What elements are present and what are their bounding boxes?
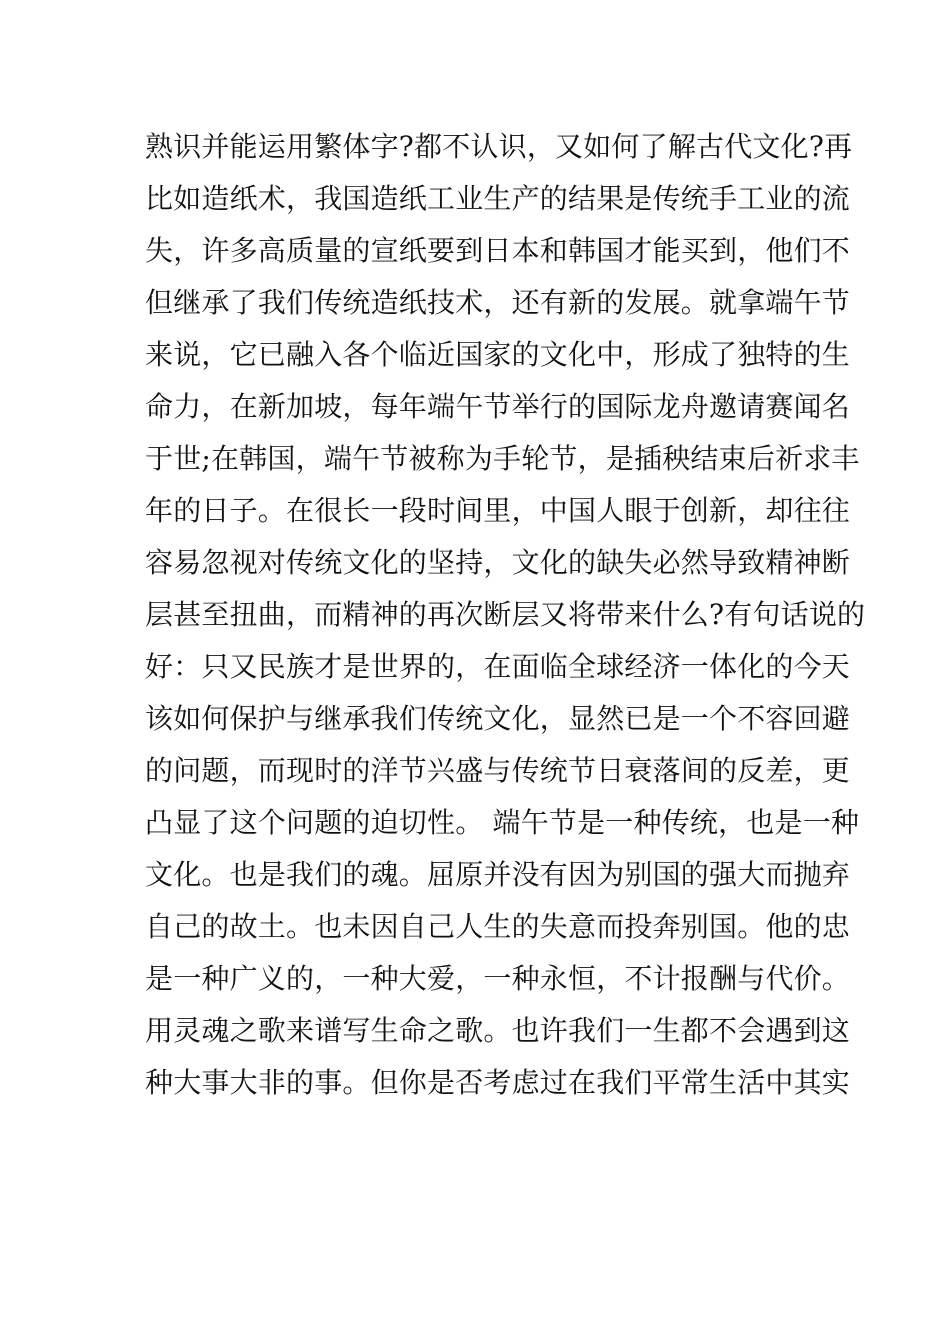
text-line: 命力，在新加坡，每年端午节举行的国际龙舟邀请赛闻名 <box>145 390 851 423</box>
text-line: 种大事大非的事。但你是否考虑过在我们平常生活中其实 <box>145 1066 851 1099</box>
text-line: 自己的故土。也未因自己人生的失意而投奔别国。他的忠 <box>145 910 851 943</box>
text-line: 该如何保护与继承我们传统文化，显然已是一个不容回避 <box>145 702 851 735</box>
text-line: 年的日子。在很长一段时间里，中国人眼于创新，却往往 <box>145 494 851 527</box>
text-line: 熟识并能运用繁体字?都不认识，又如何了解古代文化?再 <box>145 130 853 163</box>
text-line: 是一种广义的，一种大爱，一种永恒，不计报酬与代价。 <box>145 962 851 995</box>
text-line: 用灵魂之歌来谱写生命之歌。也许我们一生都不会遇到这 <box>145 1014 851 1047</box>
text-line: 容易忽视对传统文化的坚持，文化的缺失必然导致精神断 <box>145 546 851 579</box>
body-text <box>145 121 866 1109</box>
text-line: 失，许多高质量的宣纸要到日本和韩国才能买到，他们不 <box>145 234 851 267</box>
text-line: 来说，它已融入各个临近国家的文化中，形成了独特的生 <box>145 338 851 371</box>
text-line: 的问题，而现时的洋节兴盛与传统节日衰落间的反差，更 <box>145 754 851 787</box>
text-line: 凸显了这个问题的迫切性。 端午节是一种传统，也是一种 <box>145 806 860 839</box>
text-line: 但继承了我们传统造纸技术，还有新的发展。就拿端午节 <box>145 286 851 319</box>
text-line: 层甚至扭曲，而精神的再次断层又将带来什么?有句话说的 <box>145 598 866 631</box>
text-line: 好：只又民族才是世界的，在面临全球经济一体化的今天 <box>145 650 851 683</box>
text-line: 文化。也是我们的魂。屈原并没有因为别国的强大而抛弃 <box>145 858 851 891</box>
text-line: 于世;在韩国，端午节被称为手轮节，是插秧结束后祈求丰 <box>145 442 860 475</box>
text-line: 比如造纸术，我国造纸工业生产的结果是传统手工业的流 <box>145 182 851 215</box>
